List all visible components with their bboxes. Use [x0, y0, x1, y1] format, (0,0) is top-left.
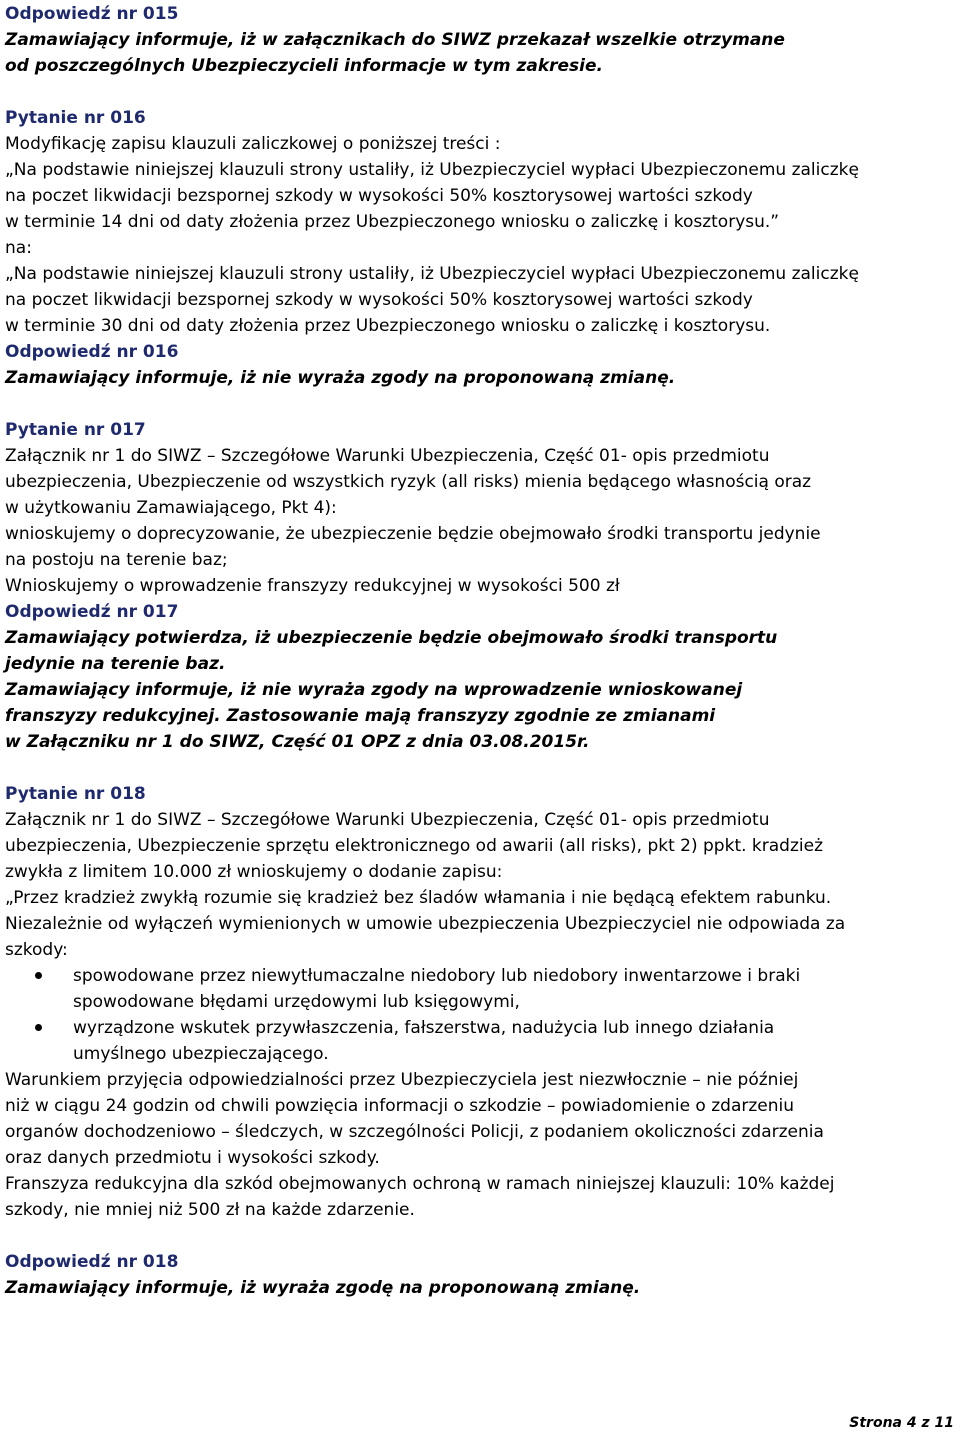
question-016-line: „Na podstawie niniejszej klauzuli strony ustaliły, iż Ubezpieczyciel wypłaci Ubezpieczonemu zaliczkę [5, 160, 859, 180]
answer-015-line: Zamawiający informuje, iż w załącznikach do SIWZ przekazał wszelkie otrzymane [5, 30, 785, 50]
question-017-line: w użytkowaniu Zamawiającego, Pkt 4): [5, 498, 337, 518]
question-018-line: Załącznik nr 1 do SIWZ – Szczegółowe Warunki Ubezpieczenia, Część 01- opis przedmiotu [5, 810, 770, 830]
answer-017-line: franszyzy redukcyjnej. Zastosowanie mają franszyzy zgodnie ze zmianami [5, 706, 716, 726]
list-item [5, 1015, 955, 1067]
answer-017-line: jedynie na terenie baz. [5, 654, 226, 674]
question-018-line: „Przez kradzież zwykłą rozumie się kradzież bez śladów włamania i nie będącą efektem rabunku. [5, 888, 832, 908]
question-016-line: na: [5, 238, 32, 258]
answer-018-section [5, 1249, 955, 1301]
question-016-line: na poczet likwidacji bezspornej szkody w wysokości 50% kosztorysowej wartości szkody [5, 290, 753, 310]
question-018-line: niż w ciągu 24 godzin od chwili powzięcia informacji o szkodzie – powiadomienie o zdarzeniu [5, 1096, 795, 1116]
question-018-line: oraz danych przedmiotu i wysokości szkody. [5, 1148, 380, 1168]
question-018-line: szkody: [5, 940, 68, 960]
spacer [5, 1223, 955, 1249]
question-016-line: na poczet likwidacji bezspornej szkody w wysokości 50% kosztorysowej wartości szkody [5, 186, 753, 206]
question-016-line: w terminie 30 dni od daty złożenia przez Ubezpieczonego wniosku o zaliczkę i kosztorysu. [5, 316, 771, 336]
list-item-line: wyrządzone wskutek przywłaszczenia, fałszerstwa, nadużycia lub innego działania [73, 1018, 775, 1038]
question-018-line: szkody, nie mniej niż 500 zł na każde zdarzenie. [5, 1200, 415, 1220]
question-018-heading: Pytanie nr 018 [5, 784, 146, 804]
answer-015-heading: Odpowiedź nr 015 [5, 4, 179, 24]
list-item-line: spowodowane przez niewytłumaczalne niedobory lub niedobory inwentarzowe i braki [73, 966, 801, 986]
question-017-line: na postoju na terenie baz; [5, 550, 228, 570]
question-016-line: „Na podstawie niniejszej klauzuli strony ustaliły, iż Ubezpieczyciel wypłaci Ubezpieczonemu zaliczkę [5, 264, 859, 284]
answer-016-line: Zamawiający informuje, iż nie wyraża zgody na proponowaną zmianę. [5, 368, 676, 388]
answer-016-heading: Odpowiedź nr 016 [5, 342, 179, 362]
spacer [5, 79, 955, 105]
answer-017-heading: Odpowiedź nr 017 [5, 602, 179, 622]
question-018-line: Franszyza redukcyjna dla szkód obejmowanych ochroną w ramach niniejszej klauzuli: 10% każdej [5, 1174, 835, 1194]
question-018-section [5, 781, 955, 1223]
document-content [5, 1, 955, 1301]
question-017-line: Załącznik nr 1 do SIWZ – Szczegółowe Warunki Ubezpieczenia, Część 01- opis przedmiotu [5, 446, 770, 466]
question-016-heading: Pytanie nr 016 [5, 108, 146, 128]
question-016-line: w terminie 14 dni od daty złożenia przez Ubezpieczonego wniosku o zaliczkę i kosztorysu.” [5, 212, 780, 232]
spacer [5, 391, 955, 417]
answer-017-line: Zamawiający informuje, iż nie wyraża zgody na wprowadzenie wnioskowanej [5, 680, 743, 700]
bullet-list [5, 963, 955, 1067]
question-017-line: Wnioskujemy o wprowadzenie franszyzy redukcyjnej w wysokości 500 zł [5, 576, 620, 596]
question-018-line: ubezpieczenia, Ubezpieczenie sprzętu elektronicznego od awarii (all risks), pkt 2) ppkt. kradzież [5, 836, 823, 856]
question-017-line: wnioskujemy o doprecyzowanie, że ubezpieczenie będzie obejmowało środki transportu jedynie [5, 524, 821, 544]
page-number: Strona 4 z 11 [849, 1415, 954, 1431]
question-017-section [5, 417, 955, 599]
bullet-icon [35, 972, 42, 979]
answer-018-line: Zamawiający informuje, iż wyraża zgodę na proponowaną zmianę. [5, 1278, 641, 1298]
answer-016-section [5, 339, 955, 391]
answer-017-line: w Załączniku nr 1 do SIWZ, Część 01 OPZ z dnia 03.08.2015r. [5, 732, 590, 752]
list-item [5, 963, 955, 1015]
answer-018-heading: Odpowiedź nr 018 [5, 1252, 179, 1272]
question-018-line: organów dochodzeniowo – śledczych, w szczególności Policji, z podaniem okoliczności zdarzenia [5, 1122, 824, 1142]
question-017-heading: Pytanie nr 017 [5, 420, 146, 440]
spacer [5, 755, 955, 781]
question-018-line: Warunkiem przyjęcia odpowiedzialności przez Ubezpieczyciela jest niezwłocznie – nie później [5, 1070, 799, 1090]
question-016-line: Modyfikację zapisu klauzuli zaliczkowej o poniższej treści : [5, 134, 501, 154]
question-017-line: ubezpieczenia, Ubezpieczenie od wszystkich ryzyk (all risks) mienia będącego własnością oraz [5, 472, 812, 492]
answer-015-section [5, 1, 955, 79]
question-016-section [5, 105, 955, 339]
list-item-line: umyślnego ubezpieczającego. [73, 1044, 329, 1064]
question-018-line: Niezależnie od wyłączeń wymienionych w umowie ubezpieczenia Ubezpieczyciel nie odpowiada za [5, 914, 846, 934]
answer-015-line: od poszczególnych Ubezpieczycieli informacje w tym zakresie. [5, 56, 603, 76]
answer-017-section [5, 599, 955, 755]
bullet-icon [35, 1024, 42, 1031]
answer-017-line: Zamawiający potwierdza, iż ubezpieczenie będzie obejmowało środki transportu [5, 628, 778, 648]
list-item-line: spowodowane błędami urzędowymi lub księgowymi, [73, 992, 520, 1012]
question-018-line: zwykła z limitem 10.000 zł wnioskujemy o dodanie zapisu: [5, 862, 503, 882]
